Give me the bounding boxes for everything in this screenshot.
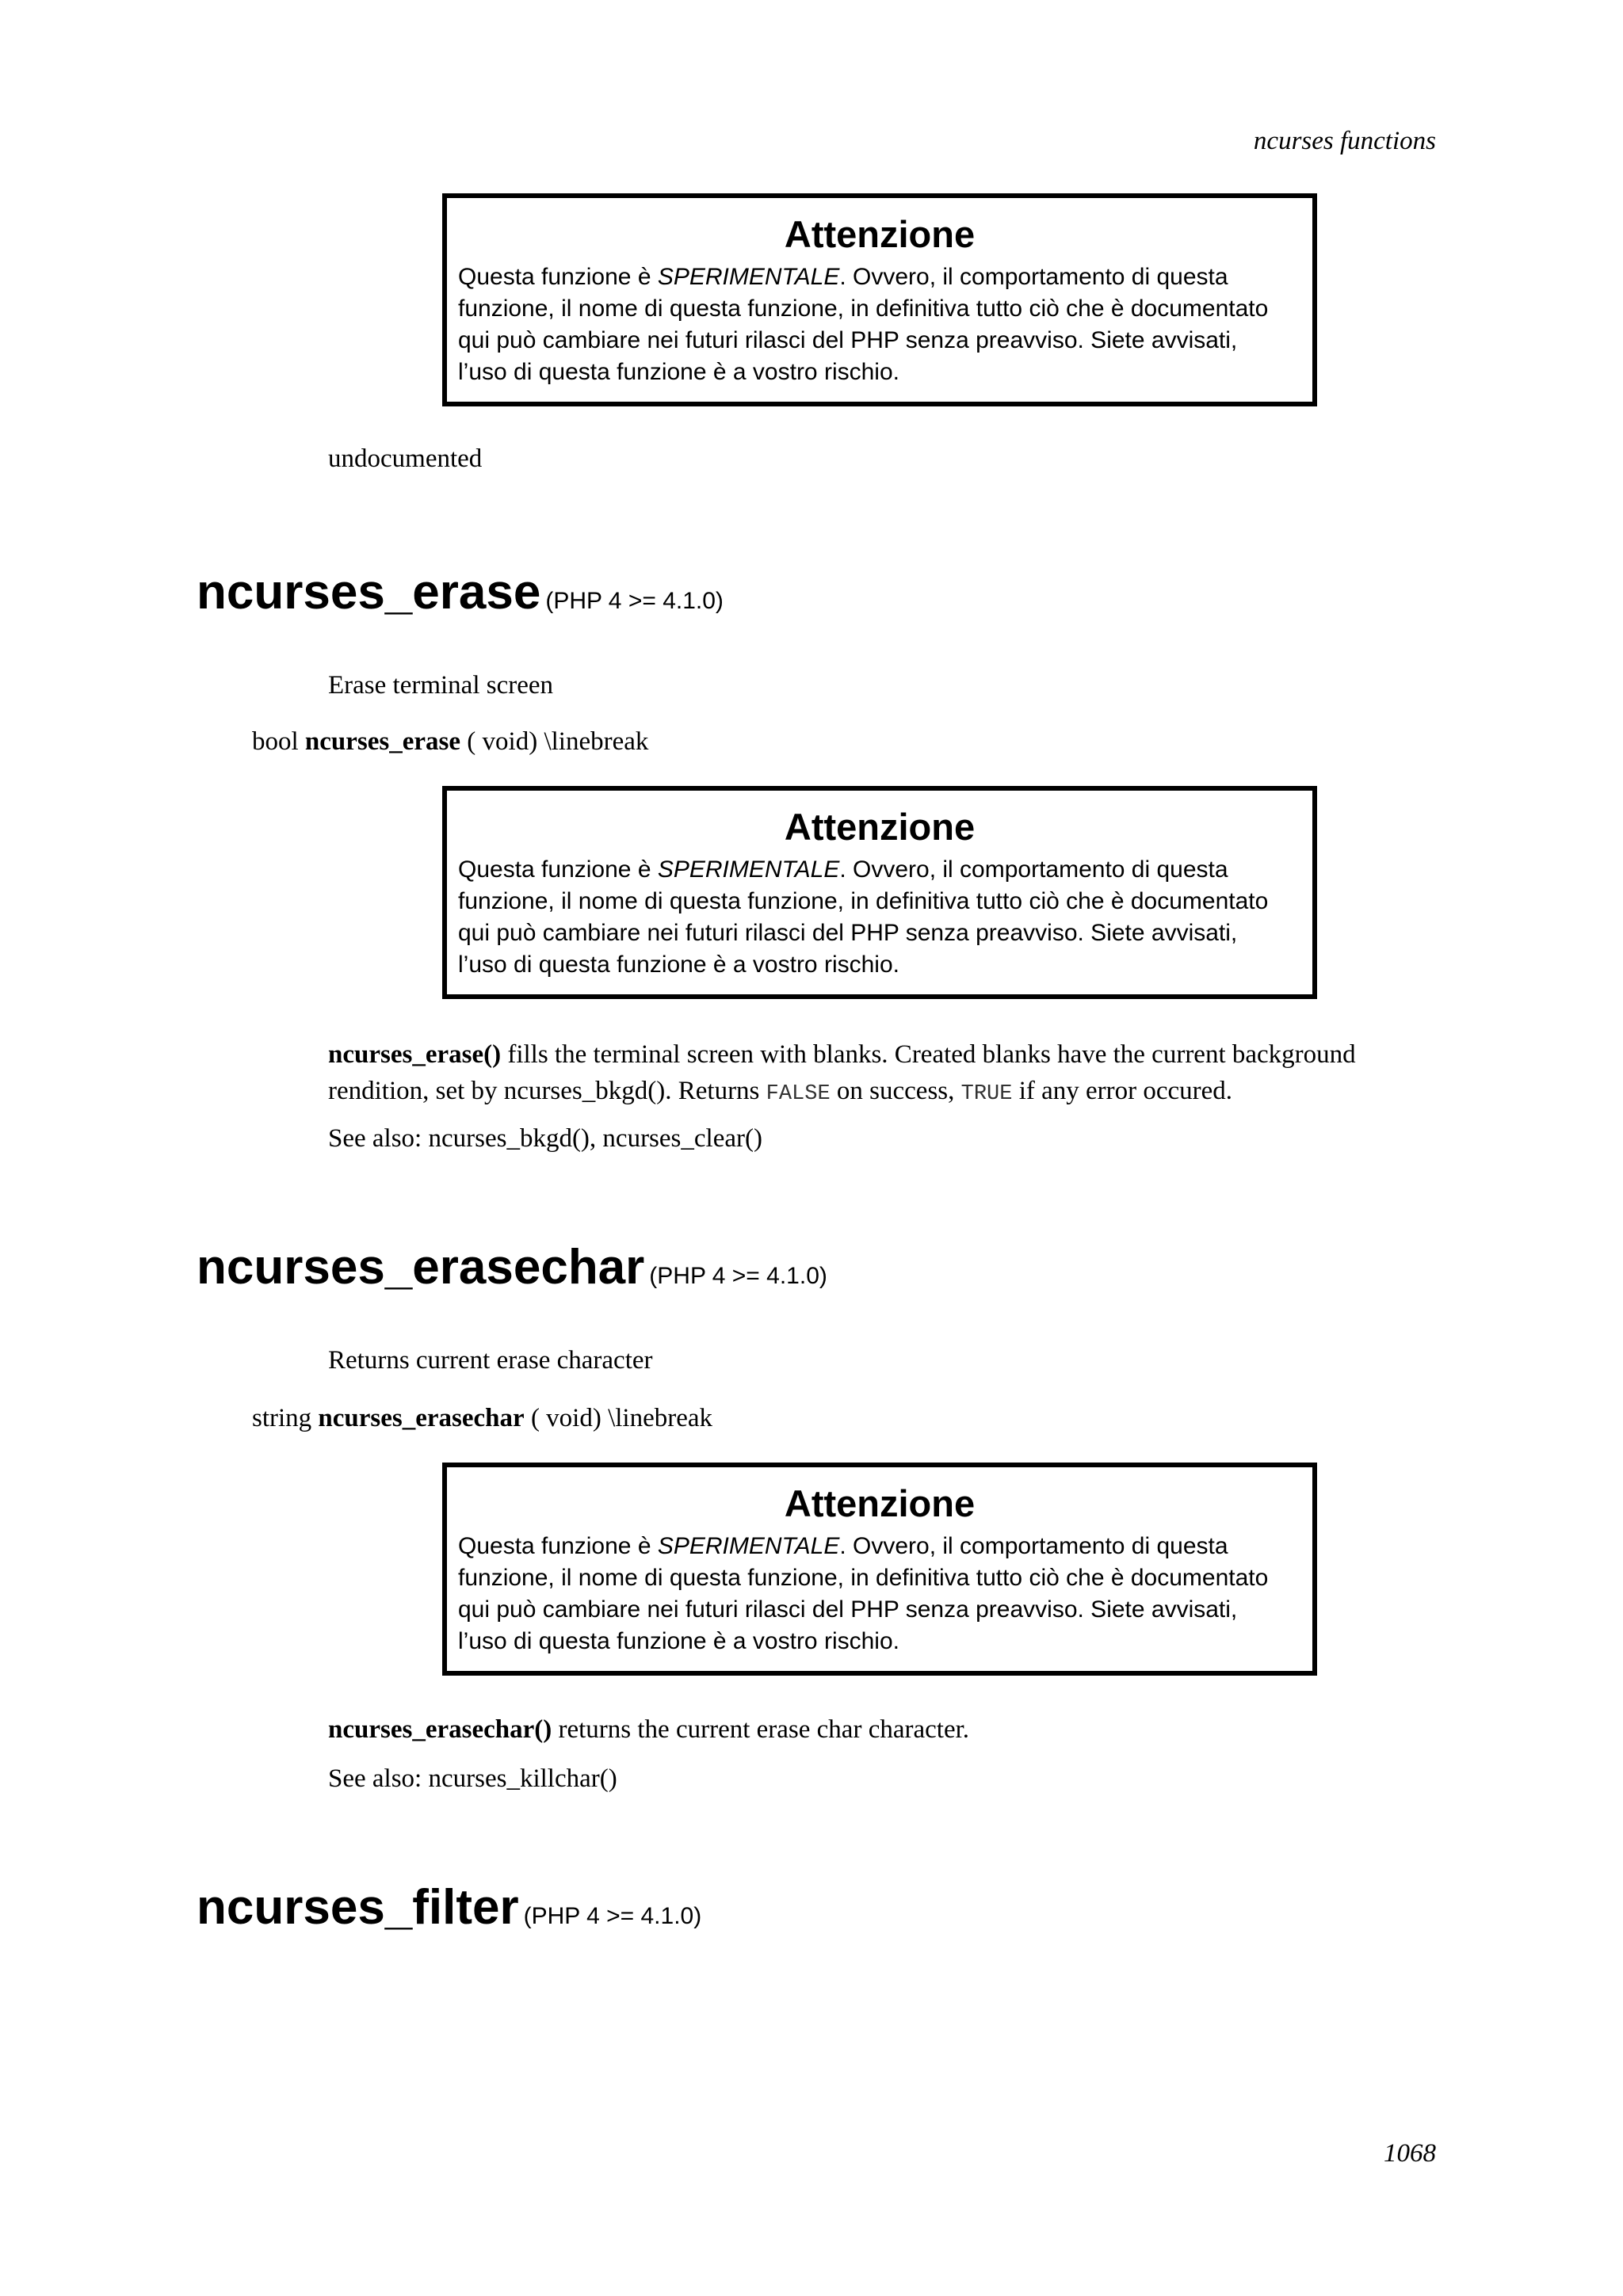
return-type: string [252, 1404, 312, 1432]
section-heading-ncurses-erase [197, 564, 724, 620]
warning-text: funzione, il nome di questa funzione, in definitiva tutto ciò che è documentato [458, 1565, 1269, 1591]
return-type: bool [252, 727, 299, 756]
function-purpose: Returns current erase character [328, 1346, 653, 1375]
function-purpose: Erase terminal screen [328, 671, 554, 700]
synopsis-function-name: ncurses_erase [304, 727, 461, 756]
warning-text: l’uso di questa funzione è a vostro rischio. [458, 952, 899, 978]
function-description [328, 1711, 969, 1748]
constant-false: FALSE [766, 1082, 831, 1106]
description-text: fills the terminal screen with blanks. Created blanks have the current background [501, 1040, 1356, 1069]
warning-text: . Ovvero, il comportamento di questa [839, 264, 1228, 290]
warning-emphasis: SPERIMENTALE [657, 856, 840, 883]
synopsis-args: ( void) \linebreak [460, 727, 649, 756]
warning-box [442, 193, 1317, 406]
function-version: (PHP 4 >= 4.1.0) [523, 1903, 702, 1929]
description-text: rendition, set by ncurses_bkgd(). Returns [328, 1077, 766, 1105]
function-name: ncurses_erasechar [197, 1240, 645, 1295]
warning-body [458, 1531, 1301, 1657]
warning-text: qui può cambiare nei futuri rilasci del PHP senza preavviso. Siete avvisati, [458, 327, 1238, 353]
function-synopsis [252, 1404, 712, 1433]
description-text: on success, [830, 1077, 961, 1105]
warning-body [458, 261, 1301, 388]
page-number: 1068 [1384, 2139, 1436, 2168]
section-heading-ncurses-erasechar [197, 1239, 827, 1295]
function-name: ncurses_filter [197, 1880, 519, 1935]
warning-title: Attenzione [784, 213, 976, 255]
description-function-name: ncurses_erasechar() [328, 1715, 552, 1744]
function-version: (PHP 4 >= 4.1.0) [545, 588, 724, 614]
see-also: See also: ncurses_bkgd(), ncurses_clear() [328, 1124, 762, 1153]
warning-text: funzione, il nome di questa funzione, in definitiva tutto ciò che è documentato [458, 296, 1269, 322]
warning-emphasis: SPERIMENTALE [657, 1533, 840, 1559]
section-heading-ncurses-filter [197, 1879, 701, 1936]
warning-emphasis: SPERIMENTALE [657, 264, 840, 290]
warning-text: l’uso di questa funzione è a vostro rischio. [458, 359, 899, 385]
warning-text: . Ovvero, il comportamento di questa [839, 1533, 1228, 1559]
warning-text: Questa funzione è [458, 856, 658, 883]
warning-text: Questa funzione è [458, 1533, 658, 1559]
function-description [328, 1036, 1356, 1112]
warning-text: Questa funzione è [458, 264, 658, 290]
function-name: ncurses_erase [197, 565, 541, 620]
warning-text: qui può cambiare nei futuri rilasci del PHP senza preavviso. Siete avvisati, [458, 920, 1238, 946]
synopsis-args: ( void) \linebreak [524, 1404, 713, 1432]
warning-title: Attenzione [784, 1482, 976, 1524]
constant-true: TRUE [960, 1082, 1013, 1106]
description-text: if any error occured. [1012, 1077, 1233, 1105]
synopsis-function-name: ncurses_erasechar [318, 1404, 525, 1432]
warning-text: qui può cambiare nei futuri rilasci del PHP senza preavviso. Siete avvisati, [458, 1596, 1238, 1623]
warning-body [458, 854, 1301, 981]
running-header: ncurses functions [1253, 127, 1436, 155]
description-function-name: ncurses_erase() [328, 1040, 502, 1069]
warning-box [442, 1463, 1317, 1676]
warning-text: . Ovvero, il comportamento di questa [839, 856, 1228, 883]
see-also: See also: ncurses_killchar() [328, 1764, 617, 1793]
undocumented-note: undocumented [328, 444, 483, 473]
function-synopsis [252, 727, 648, 757]
description-text: returns the current erase char character. [552, 1715, 970, 1744]
warning-title: Attenzione [784, 806, 976, 848]
warning-text: funzione, il nome di questa funzione, in definitiva tutto ciò che è documentato [458, 888, 1269, 914]
warning-text: l’uso di questa funzione è a vostro rischio. [458, 1628, 899, 1654]
warning-box [442, 786, 1317, 999]
function-version: (PHP 4 >= 4.1.0) [649, 1263, 827, 1289]
